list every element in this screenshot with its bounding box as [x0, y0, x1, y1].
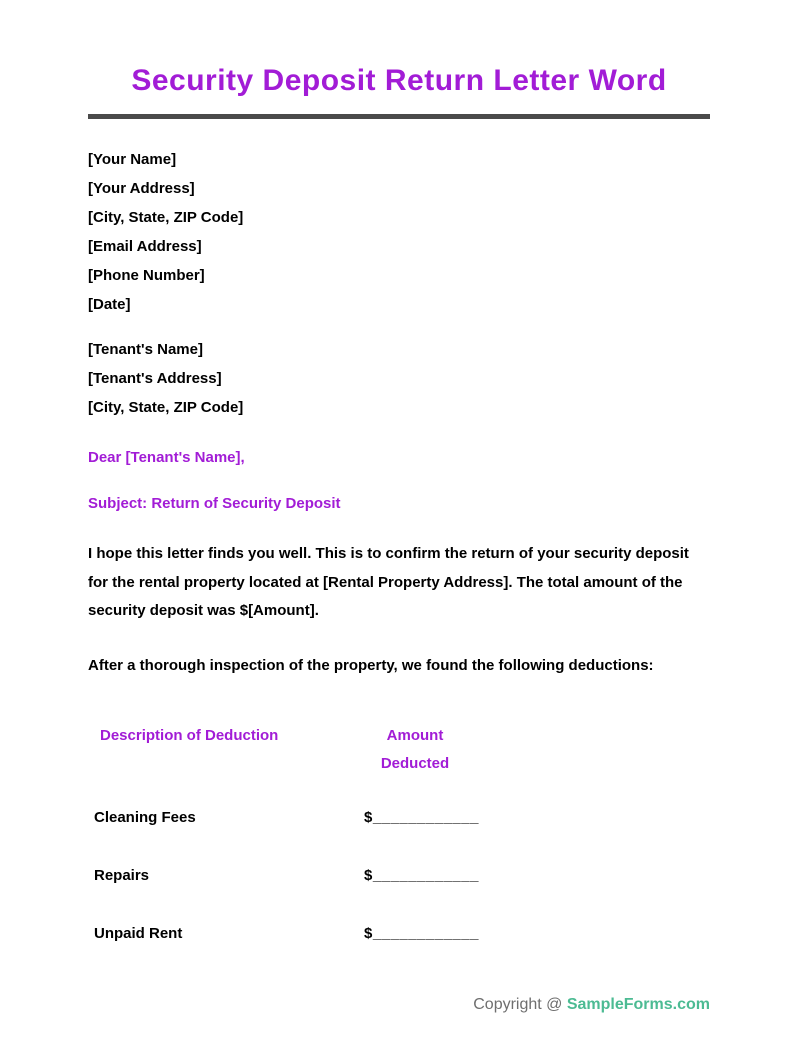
tenant-city-line: [City, State, ZIP Code] [88, 399, 244, 416]
table-row [94, 808, 710, 828]
tenant-name-line: [Tenant's Name] [88, 341, 203, 358]
deduction-description: Repairs [94, 867, 150, 884]
salutation: Dear [Tenant's Name], [88, 449, 245, 466]
deduction-description: Unpaid Rent [94, 925, 183, 942]
sender-address-block [88, 145, 710, 319]
deductions-table-header [94, 722, 710, 778]
copyright-text: Copyright @ [473, 996, 567, 1013]
deduction-amount-blank: $____________ [364, 867, 479, 884]
page-title: Security Deposit Return Letter Word [131, 64, 667, 97]
sender-email-line: [Email Address] [88, 238, 202, 255]
date-line: [Date] [88, 296, 131, 313]
sender-address-line: [Your Address] [88, 180, 195, 197]
deduction-amount-blank: $____________ [364, 809, 479, 826]
intro-paragraph: I hope this letter finds you well. This is to confirm the return of your security deposit for the rental property located at [Rental Property Address]. The total amount of the security deposit was $[Amount]. [88, 545, 689, 619]
table-row [94, 866, 710, 886]
table-row [94, 924, 710, 944]
sender-phone-line: [Phone Number] [88, 267, 205, 284]
deductions-table [94, 722, 710, 944]
title-divider [88, 114, 710, 119]
deduction-amount-blank: $____________ [364, 925, 479, 942]
column-header-amount: Amount Deducted [380, 727, 450, 772]
sender-name-line: [Your Name] [88, 151, 177, 168]
brand-link[interactable]: SampleForms.com [566, 996, 710, 1013]
tenant-address-block [88, 335, 710, 422]
subject-line: Subject: Return of Security Deposit [88, 495, 341, 512]
letter-body [88, 145, 710, 944]
sender-city-line: [City, State, ZIP Code] [88, 209, 244, 226]
column-header-description: Description of Deduction [100, 727, 279, 744]
deductions-intro-paragraph: After a thorough inspection of the property, we found the following deductions: [88, 656, 654, 674]
tenant-address-line: [Tenant's Address] [88, 370, 222, 387]
deduction-description: Cleaning Fees [94, 809, 196, 826]
copyright-footer [473, 996, 710, 1014]
